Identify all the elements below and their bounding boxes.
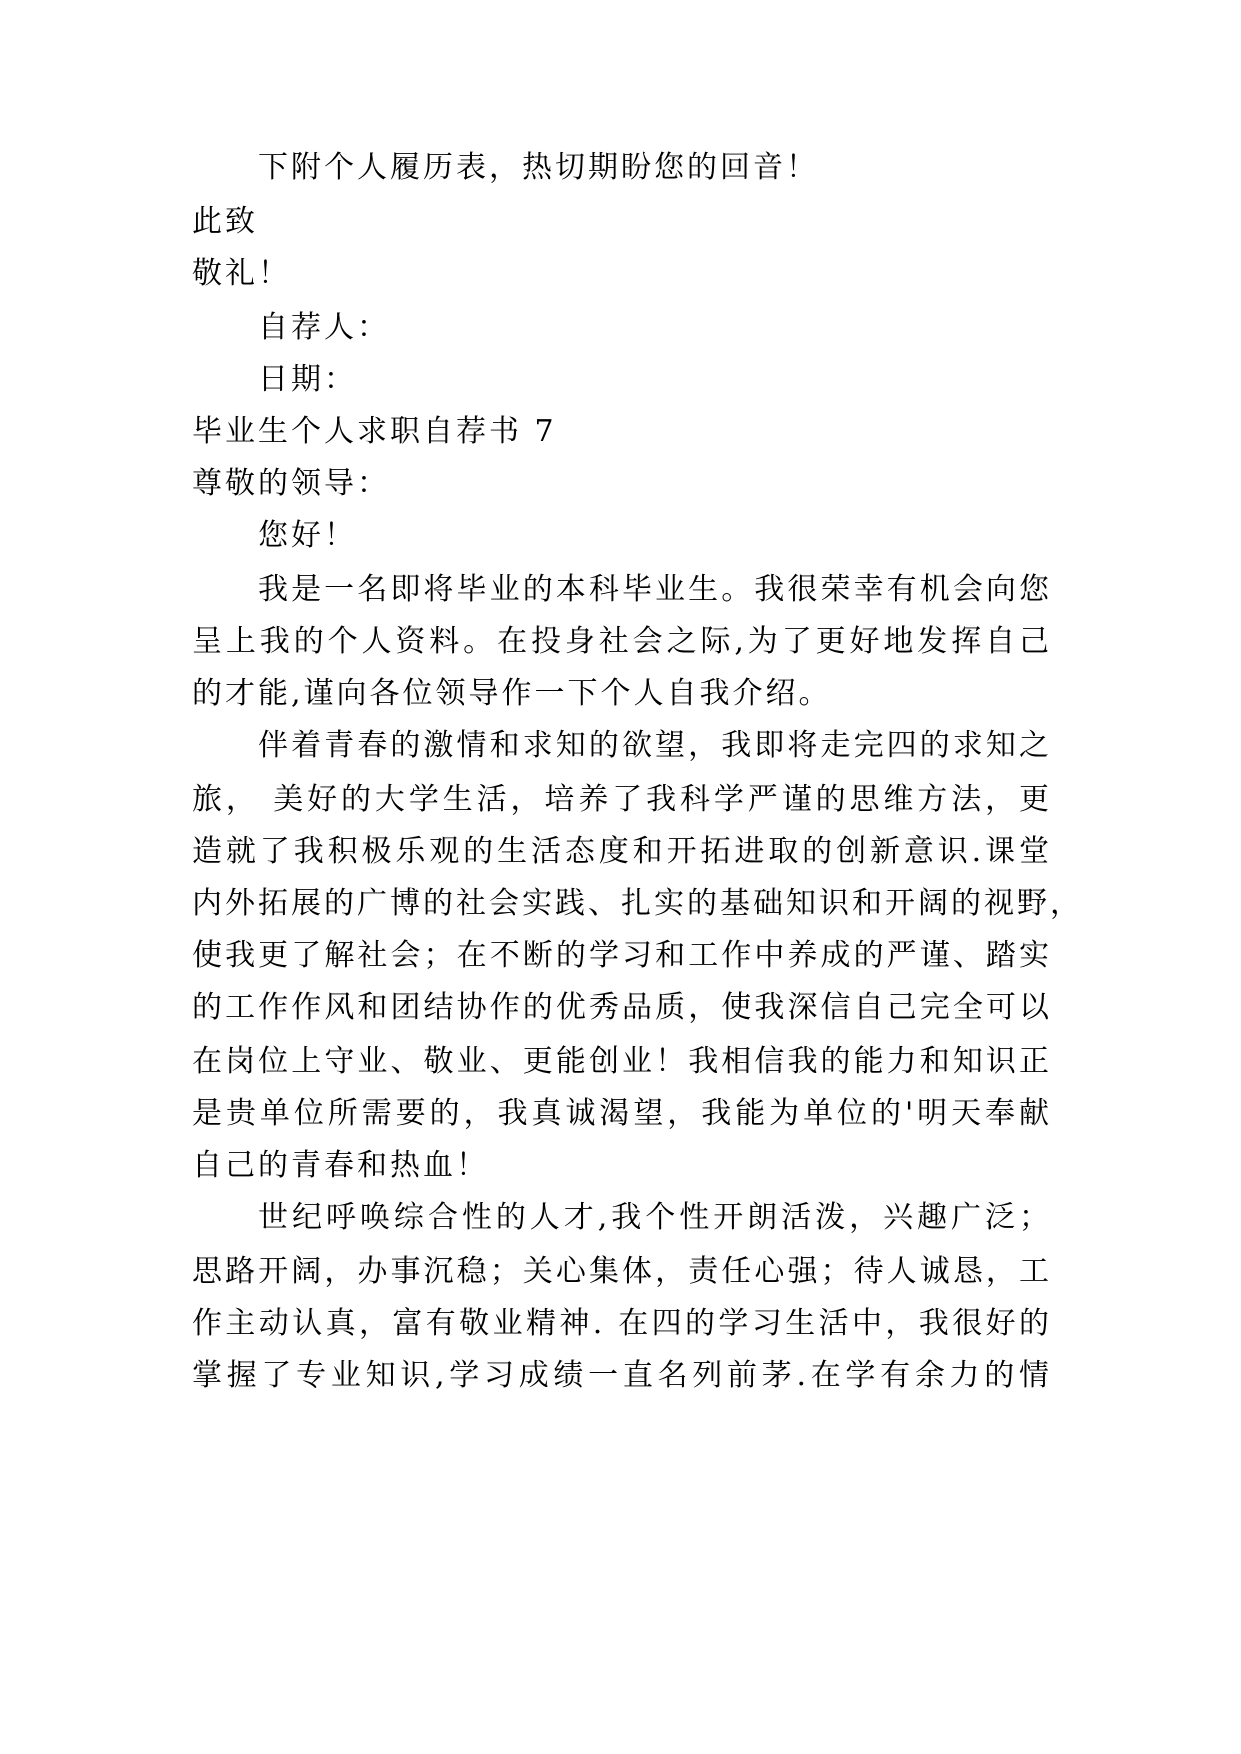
paragraph-line: 作主动认真，富有敬业精神. 在四的学习生活中，我很好的 <box>192 1306 1052 1341</box>
paragraph-line: 是贵单位所需要的，我真诚渴望，我能为单位的'明天奉献 <box>192 1096 1052 1131</box>
paragraph-line: 呈上我的个人资料。在投身社会之际,为了更好地发挥自己 <box>192 624 1052 659</box>
paragraph-line: 使我更了解社会；在不断的学习和工作中养成的严谨、踏实 <box>192 938 1052 973</box>
paragraph-line: 思路开阔，办事沉稳；关心集体，责任心强；待人诚恳，工 <box>192 1254 1052 1289</box>
paragraph-line: 自己的青春和热血！ <box>192 1148 489 1183</box>
salutation-jingli: 敬礼！ <box>192 256 291 291</box>
paragraph-line: 的才能,谨向各位领导作一下个人自我介绍。 <box>192 676 832 711</box>
closing-sentence: 下附个人履历表，热切期盼您的回音！ <box>258 150 819 185</box>
greeting-recipient: 尊敬的领导： <box>192 466 390 501</box>
section-title: 毕业生个人求职自荐书 7 <box>192 414 557 449</box>
date-label: 日期： <box>258 362 357 397</box>
paragraph-line: 我是一名即将毕业的本科毕业生。我很荣幸有机会向您 <box>258 572 1052 607</box>
paragraph-line: 造就了我积极乐观的生活态度和开拓进取的创新意识.课堂 <box>192 834 1052 869</box>
paragraph-line: 伴着青春的激情和求知的欲望，我即将走完四的求知之 <box>258 728 1052 763</box>
paragraph-line: 世纪呼唤综合性的人才,我个性开朗活泼，兴趣广泛； <box>258 1200 1052 1235</box>
paragraph-line: 内外拓展的广博的社会实践、扎实的基础知识和开阔的视野， <box>192 886 1083 921</box>
salutation-cizhi: 此致 <box>192 204 258 239</box>
greeting-hello: 您好！ <box>258 518 357 553</box>
paragraph-line: 的工作作风和团结协作的优秀品质，使我深信自己完全可以 <box>192 990 1052 1025</box>
paragraph-line: 掌握了专业知识,学习成绩一直名列前茅.在学有余力的情 <box>192 1358 1052 1393</box>
paragraph-line: 旅， 美好的大学生活，培养了我科学严谨的思维方法，更 <box>192 782 1052 817</box>
signature-label: 自荐人： <box>258 310 390 345</box>
paragraph-line: 在岗位上守业、敬业、更能创业！我相信我的能力和知识正 <box>192 1044 1052 1079</box>
